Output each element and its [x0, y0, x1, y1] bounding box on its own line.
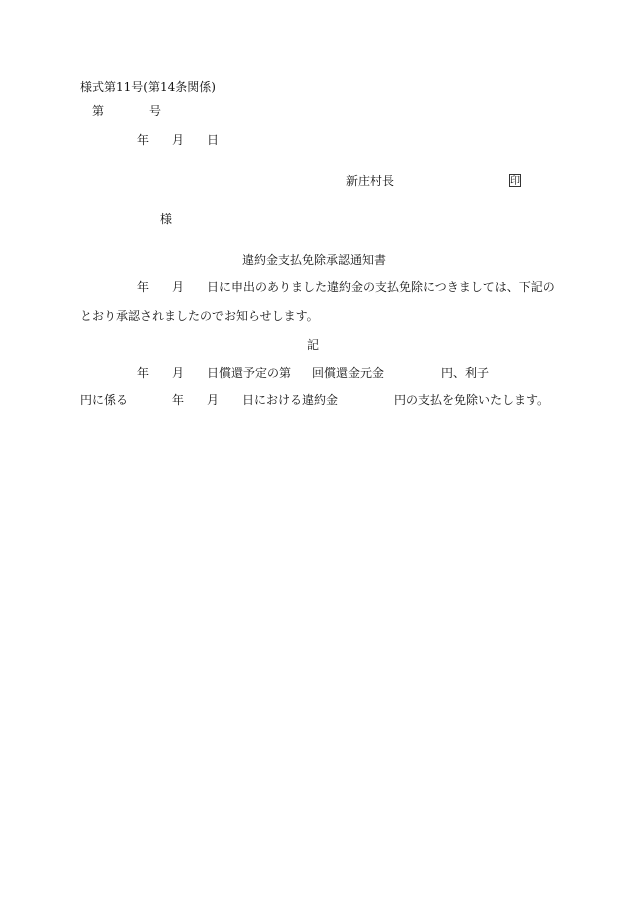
date-month-label: 月	[172, 133, 185, 147]
doc-number-suffix: 号	[149, 104, 162, 118]
detail-row1-year: 年	[137, 366, 150, 380]
detail-row2-text-c: 円の支払を免除いたします。	[394, 393, 550, 407]
document-title: 違約金支払免除承認通知書	[242, 253, 387, 267]
date-day-label: 日	[207, 133, 220, 147]
detail-row1-text-a: 日償還予定の第	[207, 366, 292, 380]
detail-row2-month: 月	[207, 393, 220, 407]
date-year-label: 年	[137, 133, 150, 147]
detail-row1-text-c: 円、利子	[441, 366, 490, 380]
detail-row1-text-b: 回償還金元金	[312, 366, 385, 380]
form-label: 様式第11号(第14条関係)	[80, 80, 216, 94]
doc-number-prefix: 第	[92, 104, 105, 118]
detail-row1-month: 月	[172, 366, 185, 380]
body-line-2: とおり承認されましたのでお知らせします。	[80, 309, 319, 323]
body-month-label: 月	[172, 280, 185, 294]
detail-row2-year: 年	[172, 393, 185, 407]
recipient-honorific: 様	[160, 212, 173, 226]
body-year-label: 年	[137, 280, 150, 294]
ki-heading: 記	[307, 338, 320, 352]
detail-row2-text-a: 円に係る	[80, 393, 129, 407]
body-line-1: 日に申出のありました違約金の支払免除につきましては、下記の	[207, 280, 555, 294]
seal-mark: 印	[510, 176, 520, 187]
sender-title: 新庄村長	[346, 174, 395, 188]
detail-row2-text-b: 日における違約金	[242, 393, 339, 407]
